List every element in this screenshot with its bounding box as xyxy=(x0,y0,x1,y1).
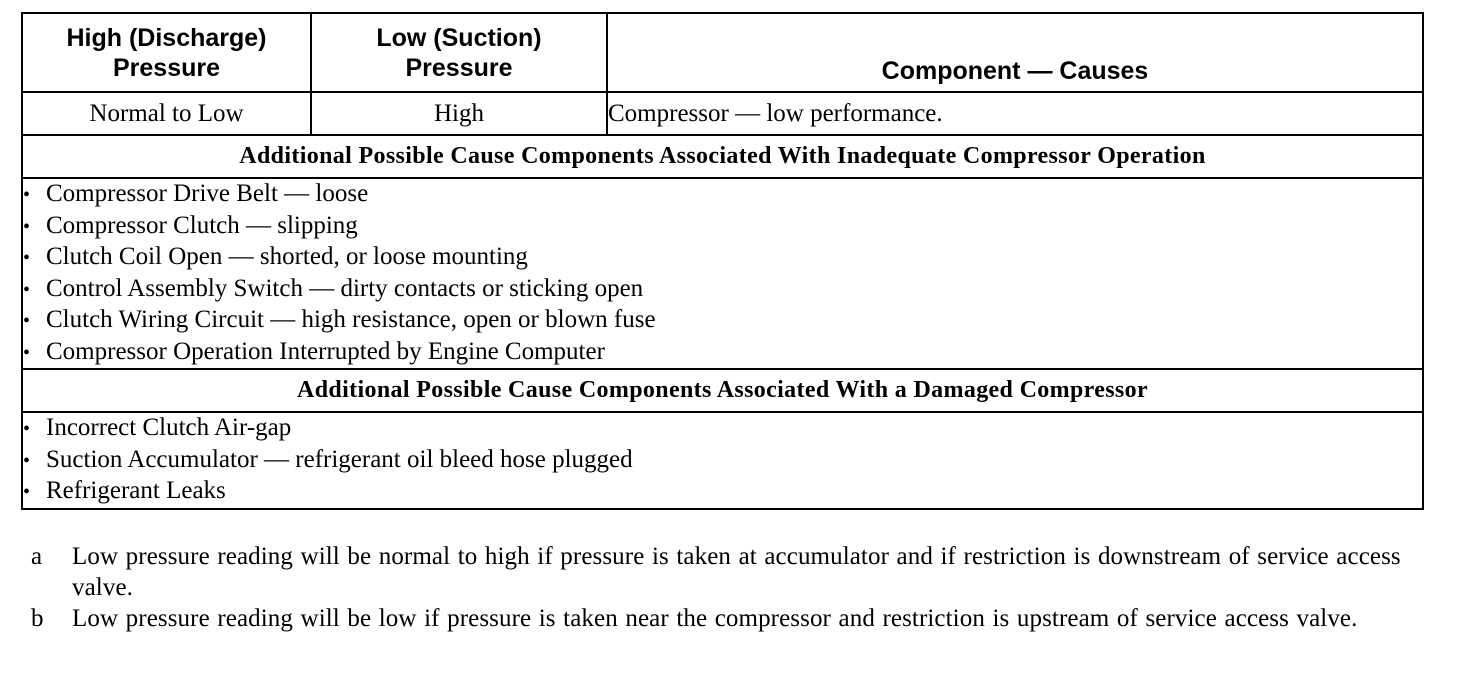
diagnosis-document xyxy=(21,12,1422,510)
list-item xyxy=(23,445,1422,477)
footnote-mark: a xyxy=(31,543,43,570)
list-item xyxy=(23,337,1422,369)
diagnosis-table xyxy=(21,12,1424,510)
bullet-icon: • xyxy=(23,341,31,364)
section-title-inadequate-operation: Additional Possible Cause Components Associated With Inadequate Compressor Operation xyxy=(22,135,1423,178)
section-header-row xyxy=(22,135,1423,178)
list-item-text: Clutch Wiring Circuit — high resistance, open or blown fuse xyxy=(46,306,656,333)
bullet-icon: • xyxy=(23,278,31,301)
header-low-line2: Pressure xyxy=(405,53,513,82)
header-high-pressure xyxy=(22,13,311,92)
list-item-text: Clutch Coil Open — shorted, or loose mounting xyxy=(46,243,528,270)
section-list-row xyxy=(22,178,1423,369)
list-item xyxy=(23,476,1422,508)
bullet-icon: • xyxy=(23,184,31,206)
list-item-text: Suction Accumulator — refrigerant oil bleed hose plugged xyxy=(46,445,633,473)
cell-low-pressure: High xyxy=(311,92,607,135)
list-item-text: Control Assembly Switch — dirty contacts or sticking open xyxy=(46,274,644,302)
footnote-mark: b xyxy=(31,605,44,632)
bullet-list xyxy=(23,179,1422,368)
header-high-line1: High (Discharge) xyxy=(66,23,267,52)
header-row xyxy=(22,13,1423,92)
header-low-line1: Low (Suction) xyxy=(376,23,542,52)
footnote-a xyxy=(31,541,1431,603)
list-item xyxy=(23,274,1422,306)
bullet-icon: • xyxy=(23,215,31,238)
bullet-icon: • xyxy=(23,310,31,332)
bullet-icon: • xyxy=(23,247,31,269)
list-item-text: Incorrect Clutch Air-gap xyxy=(46,414,292,441)
list-item-text: Compressor Clutch — slipping xyxy=(46,211,358,239)
header-component-label: Component — Causes xyxy=(881,57,1149,85)
table-row xyxy=(22,92,1423,135)
section-header-row xyxy=(22,369,1423,412)
cell-component-cause: Compressor — low performance. xyxy=(607,92,1423,135)
bullet-list xyxy=(23,413,1422,508)
header-high-line2: Pressure xyxy=(112,53,221,82)
list-item-text: Refrigerant Leaks xyxy=(46,477,226,504)
bullet-icon: • xyxy=(23,481,31,503)
list-item xyxy=(23,305,1422,337)
section-list-inadequate-operation xyxy=(22,178,1423,369)
list-item xyxy=(23,211,1422,243)
footnote-text: Low pressure reading will be low if pressure is taken near the compressor and restriction is upstream of service access valve. xyxy=(72,605,1358,632)
list-item xyxy=(23,242,1422,274)
section-list-damaged-compressor xyxy=(22,412,1423,509)
list-item xyxy=(23,179,1422,211)
header-component-causes xyxy=(607,13,1423,92)
list-item-text: Compressor Drive Belt — loose xyxy=(46,180,369,207)
bullet-icon: • xyxy=(23,449,31,472)
list-item xyxy=(23,413,1422,445)
footnote-b xyxy=(31,603,1431,634)
footnote-text: Low pressure reading will be normal to high if pressure is taken at accumulator and if restriction is downstream of service access valve. xyxy=(72,543,1401,601)
header-low-pressure xyxy=(311,13,607,92)
footnotes xyxy=(31,541,1431,634)
cell-high-pressure: Normal to Low xyxy=(22,92,311,135)
section-list-row xyxy=(22,412,1423,509)
section-title-damaged-compressor: Additional Possible Cause Components Associated With a Damaged Compressor xyxy=(22,369,1423,412)
list-item-text: Compressor Operation Interrupted by Engine Computer xyxy=(46,337,605,365)
bullet-icon: • xyxy=(23,418,31,440)
